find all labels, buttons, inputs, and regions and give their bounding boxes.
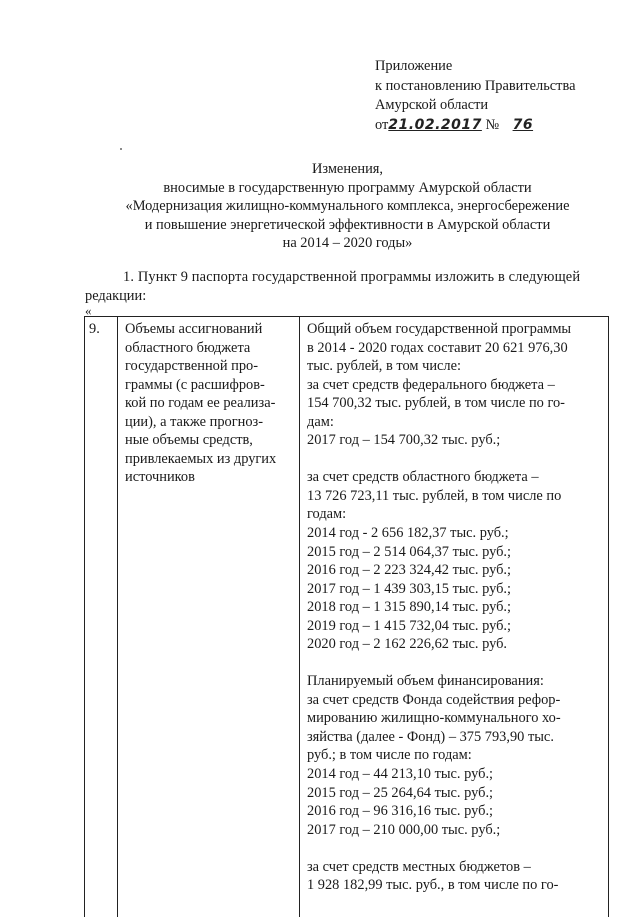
blank-line (307, 839, 605, 858)
value-line: годам: (307, 506, 347, 523)
intro-line-1: 1. Пункт 9 паспорта государственной программы изложить в следующей (123, 269, 581, 285)
row-value-cell (307, 320, 605, 895)
number-label: № (485, 116, 500, 133)
handwritten-number: 76 (512, 116, 534, 133)
blank-line (307, 450, 605, 469)
name-line: кой по годам ее реализа- (125, 395, 276, 411)
value-line: 2015 год – 2 514 064,37 тыс. руб.; (307, 543, 512, 560)
value-line: тыс. рублей, в том числе: (307, 358, 461, 375)
scan-speck (120, 148, 122, 150)
value-line: мированию жилищно-коммунального хо- (307, 710, 561, 727)
name-line: областного бюджета (125, 339, 251, 356)
name-line: государственной про- (125, 358, 259, 374)
value-line: 2016 год – 2 223 324,42 тыс. руб.; (307, 562, 512, 579)
value-line: зяйства (далее - Фонд) – 375 793,90 тыс. (307, 728, 554, 745)
value-line: в 2014 - 2020 годах составит 20 621 976,30 (307, 339, 568, 356)
value-line: 1 928 182,99 тыс. руб., в том числе по го- (307, 877, 559, 894)
title-line-5: на 2014 – 2020 годы» (282, 235, 413, 252)
intro-paragraph (85, 268, 610, 305)
value-line: 2018 год – 1 315 890,14 тыс. руб.; (307, 599, 512, 616)
value-line: Планируемый объем финансирования: (307, 673, 544, 690)
row-number-cell: 9. (89, 321, 100, 337)
value-line: 154 700,32 тыс. рублей, в том числе по го- (307, 395, 565, 412)
appendix-header (375, 57, 625, 135)
name-line: граммы (с расшифров- (125, 376, 265, 393)
row-name-cell (125, 320, 297, 487)
name-line: источников (125, 469, 195, 485)
opening-quote: « (85, 303, 92, 318)
passport-table (84, 316, 609, 917)
date-prefix: от (375, 116, 389, 133)
value-line: 2016 год – 96 316,16 тыс. руб.; (307, 803, 494, 820)
blank-line (307, 654, 605, 673)
appendix-date-line (375, 116, 625, 136)
value-line: 2020 год – 2 162 226,62 тыс. руб. (307, 636, 508, 653)
title-line-2: вносимые в государственную программу Амурской области (163, 179, 532, 196)
appendix-label: Приложение (375, 58, 453, 74)
value-line: 2017 год – 1 439 303,15 тыс. руб.; (307, 580, 512, 597)
appendix-region-line: Амурской области (375, 97, 489, 113)
title-line-4: и повышение энергетической эффективности в Амурской области (144, 216, 551, 233)
value-line: 2017 год – 210 000,00 тыс. руб.; (307, 821, 501, 838)
title-line-1: Изменения, (311, 161, 384, 177)
document-title (85, 160, 610, 253)
value-line: 2015 год – 25 264,64 тыс. руб.; (307, 784, 494, 801)
column-divider-1 (117, 317, 118, 917)
name-line: Объемы ассигнований (125, 321, 263, 337)
value-line: 2014 год – 44 213,10 тыс. руб.; (307, 766, 494, 783)
value-line: 13 726 723,11 тыс. рублей, в том числе по (307, 487, 562, 504)
appendix-resolution-line: к постановлению Правительства (375, 77, 576, 94)
value-line: 2017 год – 154 700,32 тыс. руб.; (307, 432, 501, 449)
value-line: Общий объем государственной программы (307, 321, 572, 337)
value-line: 2014 год - 2 656 182,37 тыс. руб.; (307, 524, 509, 541)
value-line: за счет средств Фонда содействия рефор- (307, 691, 561, 708)
value-line: за счет средств федерального бюджета – (307, 376, 555, 393)
value-line: 2019 год – 1 415 732,04 тыс. руб.; (307, 617, 512, 634)
handwritten-date: 21.02.2017 (388, 116, 482, 133)
name-line: привлекаемых из других (125, 450, 277, 467)
intro-line-2: редакции: (85, 287, 147, 304)
value-line: дам: (307, 413, 334, 430)
title-line-3: «Модернизация жилищно-коммунального комплекса, энергосбережение (125, 198, 570, 215)
name-line: ные объемы средств, (125, 432, 253, 448)
value-line: за счет средств областного бюджета – (307, 469, 539, 486)
value-line: за счет средств местных бюджетов – (307, 858, 531, 875)
name-line: ции), а также прогноз- (125, 413, 264, 430)
column-divider-2 (299, 317, 300, 917)
value-line: руб.; в том числе по годам: (307, 747, 472, 764)
